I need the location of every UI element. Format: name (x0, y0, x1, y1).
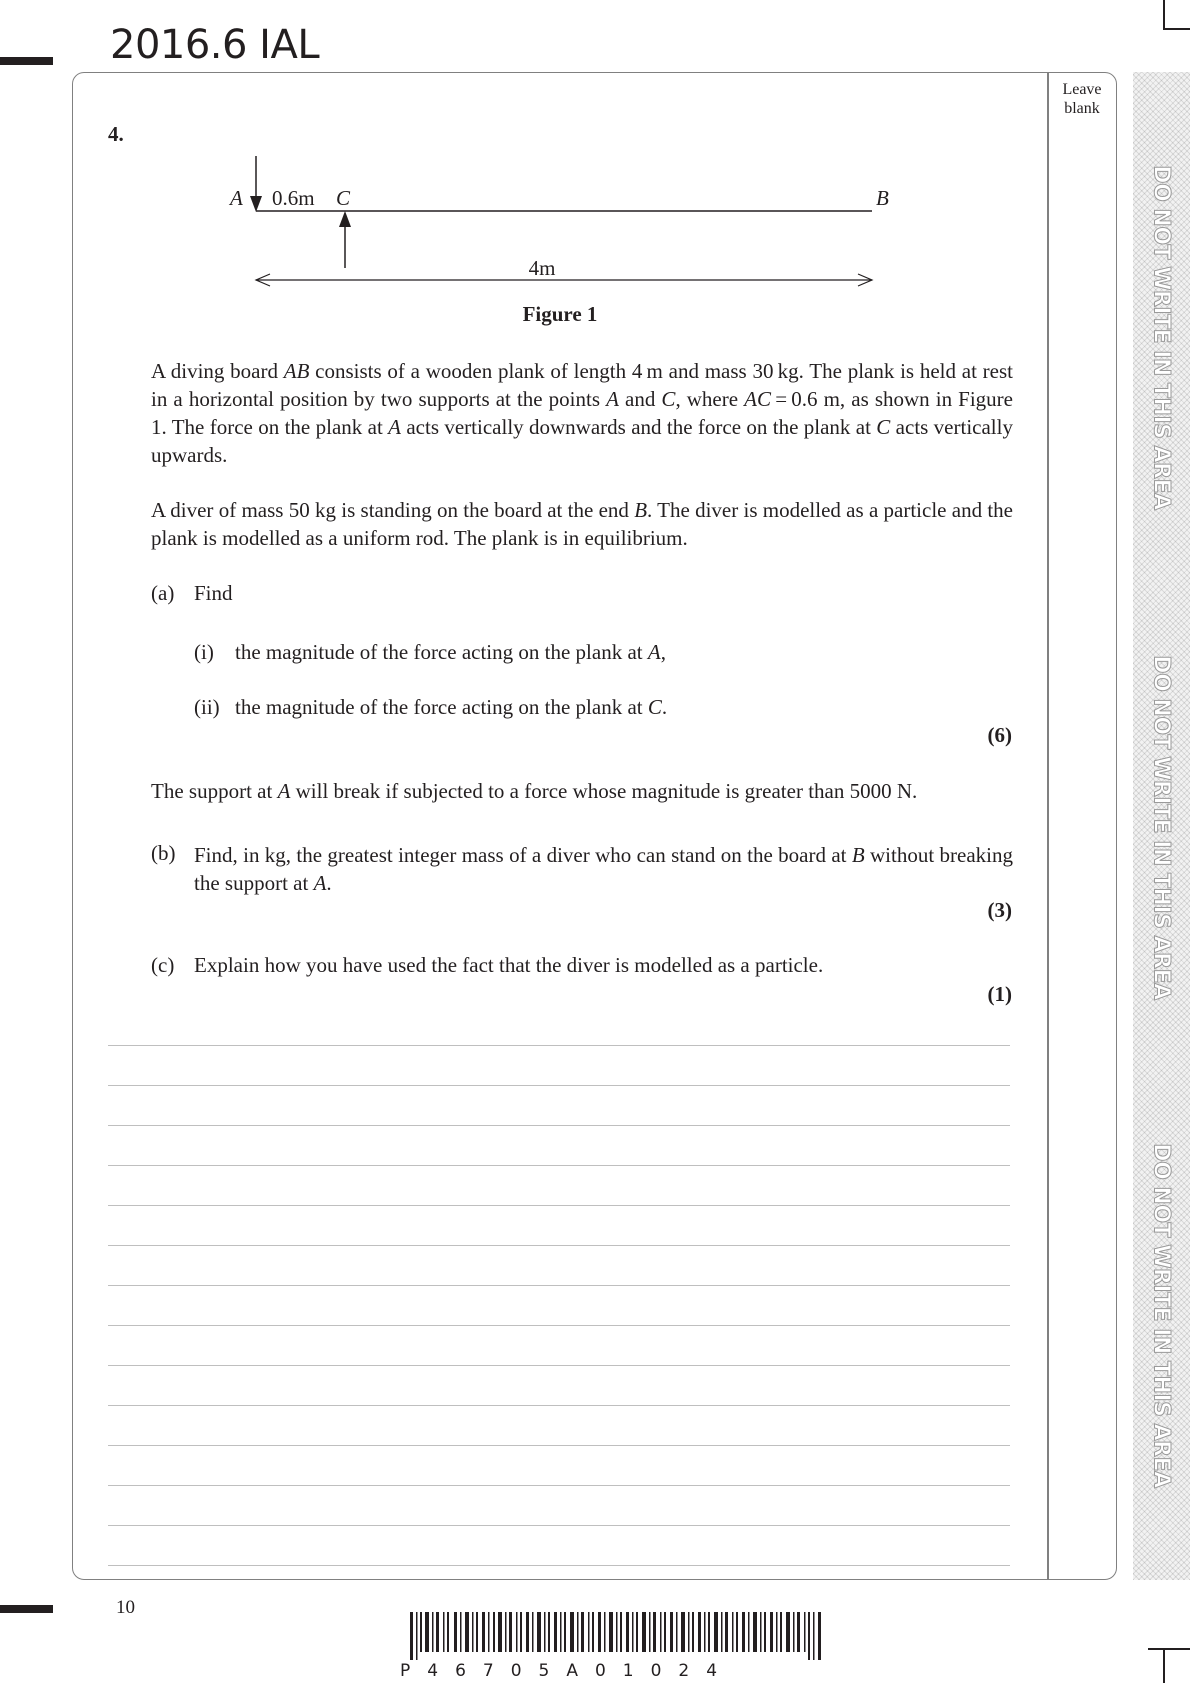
crop-mark (1163, 28, 1190, 30)
answer-line[interactable] (108, 1285, 1010, 1286)
answer-line[interactable] (108, 1045, 1010, 1046)
barcode-number: P46705A01024 (400, 1661, 735, 1681)
part-a-ii-text: the magnitude of the force acting on the plank at C. (235, 695, 668, 719)
label-b: B (876, 186, 889, 210)
registration-mark (0, 1605, 53, 1613)
figure-caption: Figure 1 (522, 302, 598, 326)
answer-line[interactable] (108, 1325, 1010, 1326)
answer-line[interactable] (108, 1445, 1010, 1446)
answer-line[interactable] (108, 1485, 1010, 1486)
part-a-text: Find (194, 581, 233, 605)
part-a-marks: (6) (987, 723, 1012, 747)
part-c-label: (c) (151, 953, 175, 977)
part-a-i-text: the magnitude of the force acting on the plank at A, (235, 640, 666, 664)
answer-line[interactable] (108, 1405, 1010, 1406)
crop-mark (1163, 1648, 1165, 1683)
do-not-write-warning: DO NOT WRITE IN THIS AREA (1149, 654, 1175, 1000)
registration-mark (0, 57, 53, 65)
answer-line[interactable] (108, 1245, 1010, 1246)
part-a-i-label: (i) (194, 640, 214, 664)
diving-board-figure (220, 150, 920, 290)
part-b-text: Find, in kg, the greatest integer mass of a diver who can stand on the board at B without breaking the support at A. (194, 843, 1014, 895)
answer-line[interactable] (108, 1205, 1010, 1206)
answer-line[interactable] (108, 1085, 1010, 1086)
do-not-write-warning: DO NOT WRITE IN THIS AREA (1149, 1142, 1175, 1488)
crop-mark (1148, 1648, 1190, 1650)
label-a: A (230, 186, 243, 210)
answer-line[interactable] (108, 1565, 1010, 1566)
leave-blank-divider (1047, 72, 1049, 1580)
question-paragraph: The support at A will break if subjected to a force whose magnitude is greater than 5000 N. (151, 779, 918, 803)
force-a-arrowhead (250, 196, 262, 212)
page-number: 10 (116, 1597, 135, 1618)
barcode (410, 1612, 830, 1660)
question-paragraph: A diving board AB consists of a wooden plank of length 4 m and mass 30 kg. The plank is held at rest in a horizontal position by two supports at the points A and C, where AC = 0.6 m, as shown in Figure 1. The force on the plank at A acts vertically downwards and the force on the plank at C acts vertically upwards. (151, 359, 1013, 467)
question-number: 4. (108, 122, 124, 146)
part-b-marks: (3) (987, 898, 1012, 922)
part-a-ii-label: (ii) (194, 695, 220, 719)
part-a-label: (a) (151, 581, 175, 605)
force-c-arrowhead (339, 211, 351, 227)
crop-mark (1163, 0, 1165, 28)
answer-line[interactable] (108, 1525, 1010, 1526)
label-ab-length: 4m (528, 256, 556, 280)
part-c-text: Explain how you have used the fact that the diver is modelled as a particle. (194, 953, 824, 977)
question-paragraph: A diver of mass 50 kg is standing on the board at the end B. The diver is modelled as a particle and the plank is modelled as a uniform rod. The plank is in equilibrium. (151, 498, 1013, 550)
do-not-write-warning: DO NOT WRITE IN THIS AREA (1149, 164, 1175, 510)
part-c-marks: (1) (987, 982, 1012, 1006)
answer-frame (72, 72, 1117, 1580)
leave-blank-label: Leave blank (1062, 81, 1102, 117)
label-c: C (336, 186, 351, 210)
answer-line[interactable] (108, 1125, 1010, 1126)
page-title: 2016.6 IAL (110, 22, 320, 68)
label-ac-length: 0.6m (272, 186, 315, 210)
part-b-label: (b) (151, 841, 176, 865)
answer-line[interactable] (108, 1165, 1010, 1166)
answer-line[interactable] (108, 1365, 1010, 1366)
